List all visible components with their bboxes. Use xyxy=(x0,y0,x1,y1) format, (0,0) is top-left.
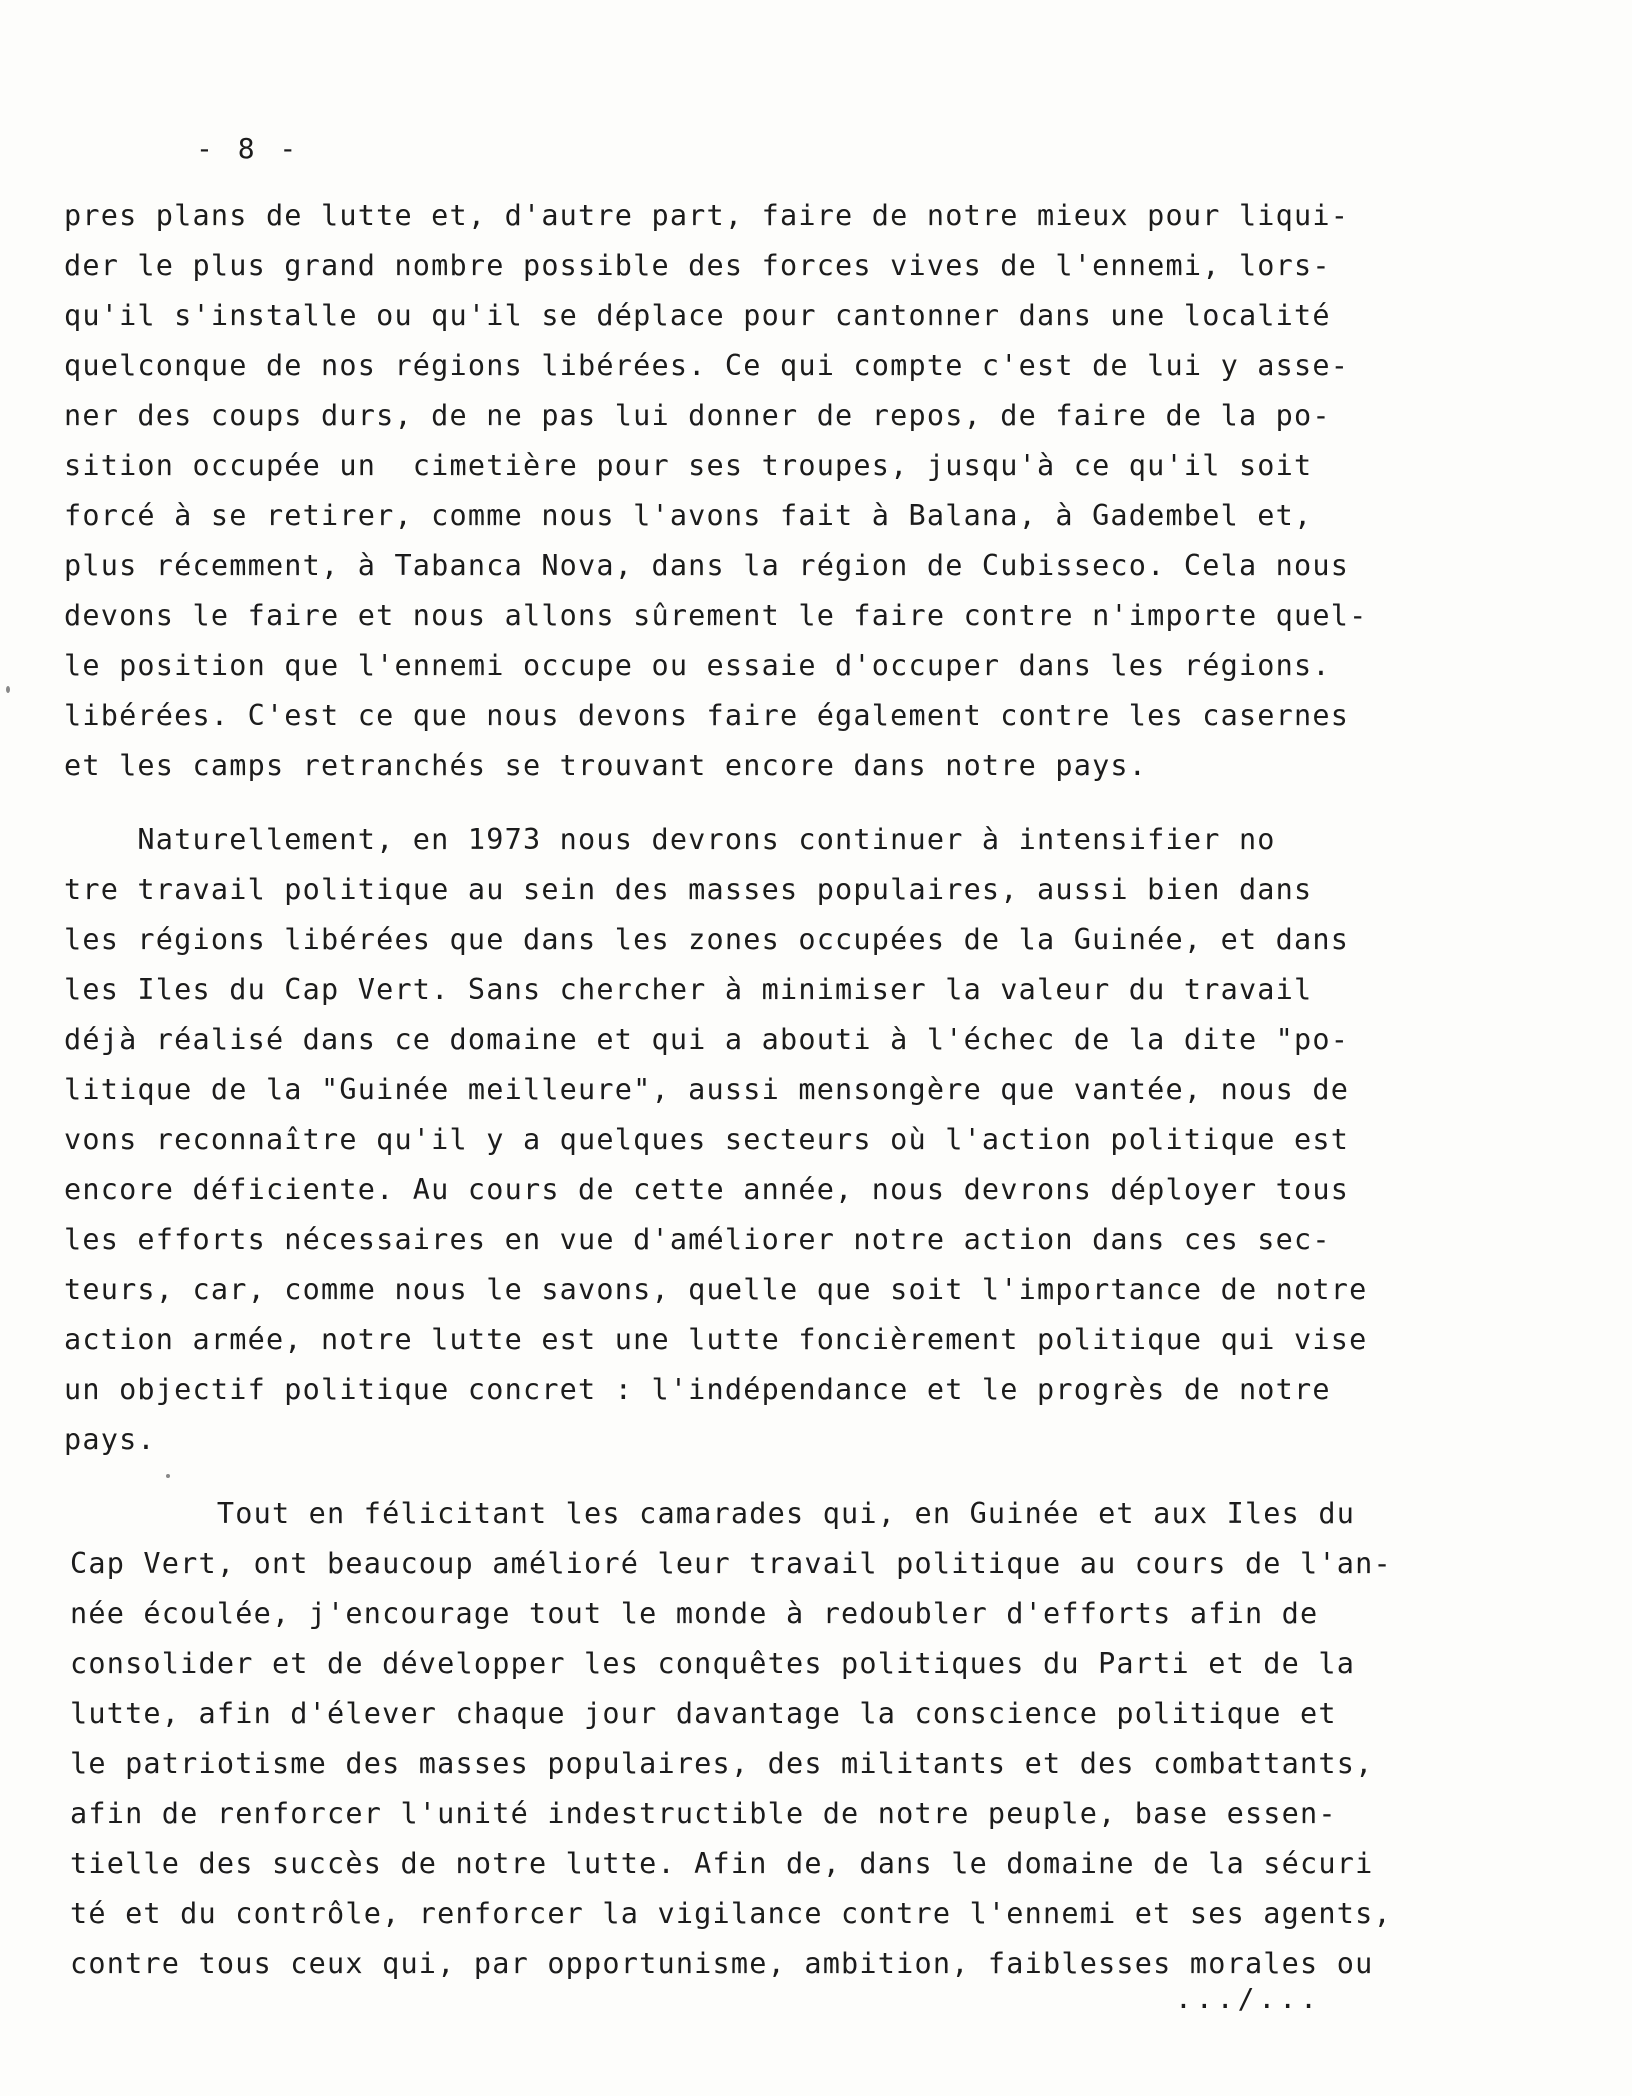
scan-speck xyxy=(6,686,10,693)
page-number: - 8 - xyxy=(196,132,301,165)
text-line: té et du contrôle, renforcer la vigilance contre l'ennemi et ses agents, xyxy=(70,1897,1392,1930)
text-line: consolider et de développer les conquêtes politiques du Parti et de la xyxy=(70,1647,1356,1680)
text-line: litique de la "Guinée meilleure", aussi mensongère que vantée, nous de xyxy=(64,1073,1350,1106)
text-line: ner des coups durs, de ne pas lui donner de repos, de faire de la po- xyxy=(64,399,1331,432)
text-line: tre travail politique au sein des masses populaires, aussi bien dans xyxy=(64,873,1313,906)
text-line: devons le faire et nous allons sûrement le faire contre n'importe quel- xyxy=(64,599,1368,632)
text-line: et les camps retranchés se trouvant encore dans notre pays. xyxy=(64,749,1148,782)
text-line: afin de renforcer l'unité indestructible de notre peuple, base essen- xyxy=(70,1797,1337,1830)
text-line: pays. xyxy=(64,1423,156,1456)
text-line: encore déficiente. Au cours de cette année, nous devrons déployer tous xyxy=(64,1173,1350,1206)
text-line: plus récemment, à Tabanca Nova, dans la région de Cubisseco. Cela nous xyxy=(64,549,1350,582)
text-line: vons reconnaître qu'il y a quelques secteurs où l'action politique est xyxy=(64,1123,1350,1156)
text-line: forcé à se retirer, comme nous l'avons fait à Balana, à Gadembel et, xyxy=(64,499,1313,532)
text-line: sition occupée un cimetière pour ses troupes, jusqu'à ce qu'il soit xyxy=(64,449,1313,482)
text-line: Cap Vert, ont beaucoup amélioré leur travail politique au cours de l'an- xyxy=(70,1547,1392,1580)
text-line: les régions libérées que dans les zones occupées de la Guinée, et dans xyxy=(64,923,1350,956)
text-line: déjà réalisé dans ce domaine et qui a abouti à l'échec de la dite "po- xyxy=(64,1023,1350,1056)
text-line: quelconque de nos régions libérées. Ce qui compte c'est de lui y asse- xyxy=(64,349,1350,382)
text-line: les efforts nécessaires en vue d'améliorer notre action dans ces sec- xyxy=(64,1223,1331,1256)
text-line: qu'il s'installe ou qu'il se déplace pour cantonner dans une localité xyxy=(64,299,1331,332)
text-line: les Iles du Cap Vert. Sans chercher à minimiser la valeur du travail xyxy=(64,973,1313,1006)
text-line: née écoulée, j'encourage tout le monde à redoubler d'efforts afin de xyxy=(70,1597,1319,1630)
text-line: libérées. C'est ce que nous devons faire également contre les casernes xyxy=(64,699,1350,732)
text-line: action armée, notre lutte est une lutte foncièrement politique qui vise xyxy=(64,1323,1368,1356)
text-line: Tout en félicitant les camarades qui, en Guinée et aux Iles du xyxy=(70,1497,1356,1530)
text-line: tielle des succès de notre lutte. Afin de, dans le domaine de la sécuri xyxy=(70,1847,1374,1880)
continuation-mark: .../... xyxy=(1175,1982,1322,2015)
text-line: teurs, car, comme nous le savons, quelle que soit l'importance de notre xyxy=(64,1273,1368,1306)
text-line: le position que l'ennemi occupe ou essaie d'occuper dans les régions. xyxy=(64,649,1331,682)
text-line: le patriotisme des masses populaires, des militants et des combattants, xyxy=(70,1747,1374,1780)
scan-speck xyxy=(166,1474,170,1478)
text-line: un objectif politique concret : l'indépendance et le progrès de notre xyxy=(64,1373,1331,1406)
text-line: lutte, afin d'élever chaque jour davantage la conscience politique et xyxy=(70,1697,1337,1730)
text-line: der le plus grand nombre possible des forces vives de l'ennemi, lors- xyxy=(64,249,1331,282)
text-line: Naturellement, en 1973 nous devrons continuer à intensifier no xyxy=(64,823,1276,856)
text-line: contre tous ceux qui, par opportunisme, ambition, faiblesses morales ou xyxy=(70,1947,1374,1980)
text-line: pres plans de lutte et, d'autre part, faire de notre mieux pour liqui- xyxy=(64,199,1350,232)
